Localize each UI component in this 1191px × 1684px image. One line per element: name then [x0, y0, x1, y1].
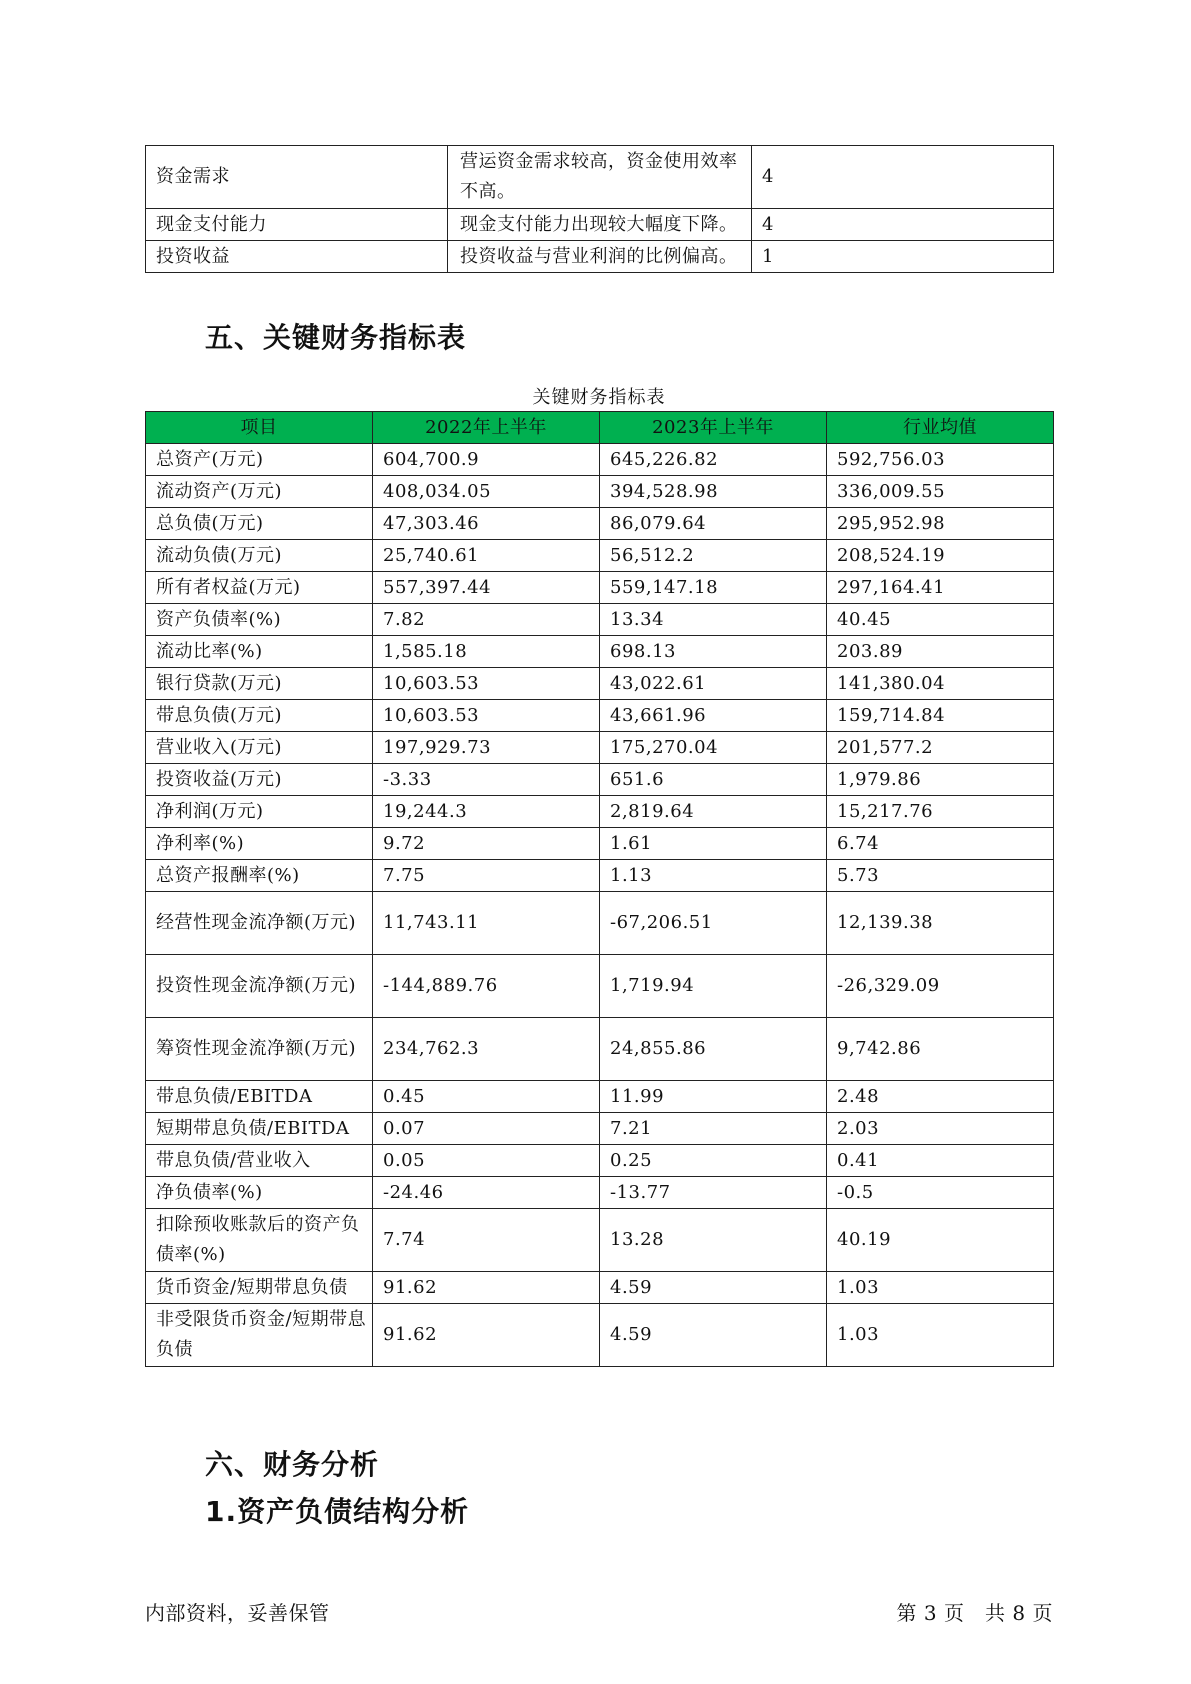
- indicator-name-cell: 筹资性现金流净额(万元): [146, 1018, 373, 1081]
- value-cell: 2,819.64: [600, 796, 827, 828]
- value-cell: 0.05: [373, 1145, 600, 1177]
- value-cell: 336,009.55: [827, 476, 1054, 508]
- table-row: [146, 1113, 1054, 1145]
- value-cell: 1.61: [600, 828, 827, 860]
- table-row: [146, 540, 1054, 572]
- indicator-name-cell: 所有者权益(万元): [146, 572, 373, 604]
- table-row: [146, 700, 1054, 732]
- risk-factor-table: [145, 145, 1054, 273]
- risk-row: [146, 146, 1054, 209]
- table-row: [146, 1304, 1054, 1367]
- value-cell: 159,714.84: [827, 700, 1054, 732]
- value-cell: 56,512.2: [600, 540, 827, 572]
- table-row: [146, 860, 1054, 892]
- value-cell: 13.34: [600, 604, 827, 636]
- indicator-name-cell: 净负债率(%): [146, 1177, 373, 1209]
- indicator-name-cell: 带息负债(万元): [146, 700, 373, 732]
- risk-desc-cell: 投资收益与营业利润的比例偏高。: [448, 241, 752, 273]
- value-cell: 1.03: [827, 1272, 1054, 1304]
- value-cell: 9.72: [373, 828, 600, 860]
- value-cell: 12,139.38: [827, 892, 1054, 955]
- value-cell: 698.13: [600, 636, 827, 668]
- value-cell: 408,034.05: [373, 476, 600, 508]
- table-row: [146, 955, 1054, 1018]
- table-row: [146, 604, 1054, 636]
- value-cell: 557,397.44: [373, 572, 600, 604]
- value-cell: 10,603.53: [373, 668, 600, 700]
- indicator-name-cell: 净利润(万元): [146, 796, 373, 828]
- risk-row: [146, 241, 1054, 273]
- indicator-name-cell: 总资产(万元): [146, 444, 373, 476]
- value-cell: 4.59: [600, 1304, 827, 1367]
- value-cell: 11,743.11: [373, 892, 600, 955]
- value-cell: -0.5: [827, 1177, 1054, 1209]
- value-cell: 0.41: [827, 1145, 1054, 1177]
- value-cell: 201,577.2: [827, 732, 1054, 764]
- value-cell: 4.59: [600, 1272, 827, 1304]
- section-six-heading: 六、财务分析: [205, 1448, 380, 1481]
- table-row: [146, 476, 1054, 508]
- value-cell: 15,217.76: [827, 796, 1054, 828]
- table-caption: 关键财务指标表: [532, 387, 666, 408]
- column-header: 2023年上半年: [600, 412, 827, 444]
- risk-score-cell: 4: [752, 209, 1054, 241]
- risk-score-cell: 1: [752, 241, 1054, 273]
- indicator-name-cell: 资产负债率(%): [146, 604, 373, 636]
- value-cell: -24.46: [373, 1177, 600, 1209]
- indicator-name-cell: 货币资金/短期带息负债: [146, 1272, 373, 1304]
- value-cell: -144,889.76: [373, 955, 600, 1018]
- value-cell: 1,719.94: [600, 955, 827, 1018]
- indicator-name-cell: 扣除预收账款后的资产负债率(%): [146, 1209, 373, 1272]
- table-row: [146, 1081, 1054, 1113]
- value-cell: -26,329.09: [827, 955, 1054, 1018]
- indicator-name-cell: 营业收入(万元): [146, 732, 373, 764]
- risk-item-cell: 投资收益: [146, 241, 448, 273]
- table-row: [146, 1272, 1054, 1304]
- indicator-name-cell: 非受限货币资金/短期带息负债: [146, 1304, 373, 1367]
- indicator-name-cell: 短期带息负债/EBITDA: [146, 1113, 373, 1145]
- value-cell: 141,380.04: [827, 668, 1054, 700]
- footer-page-number: 第 3 页 共 8 页: [896, 1601, 1053, 1625]
- value-cell: 0.45: [373, 1081, 600, 1113]
- value-cell: 9,742.86: [827, 1018, 1054, 1081]
- indicator-name-cell: 经营性现金流净额(万元): [146, 892, 373, 955]
- indicator-name-cell: 流动负债(万元): [146, 540, 373, 572]
- value-cell: 25,740.61: [373, 540, 600, 572]
- value-cell: 7.74: [373, 1209, 600, 1272]
- indicator-name-cell: 流动比率(%): [146, 636, 373, 668]
- value-cell: 394,528.98: [600, 476, 827, 508]
- footer-confidential-note: 内部资料，妥善保管: [145, 1601, 330, 1625]
- value-cell: 47,303.46: [373, 508, 600, 540]
- value-cell: 234,762.3: [373, 1018, 600, 1081]
- value-cell: 86,079.64: [600, 508, 827, 540]
- value-cell: 11.99: [600, 1081, 827, 1113]
- value-cell: 10,603.53: [373, 700, 600, 732]
- value-cell: 43,022.61: [600, 668, 827, 700]
- indicator-name-cell: 净利率(%): [146, 828, 373, 860]
- risk-item-cell: 现金支付能力: [146, 209, 448, 241]
- indicator-name-cell: 流动资产(万元): [146, 476, 373, 508]
- value-cell: 1.13: [600, 860, 827, 892]
- value-cell: 1.03: [827, 1304, 1054, 1367]
- value-cell: 7.21: [600, 1113, 827, 1145]
- value-cell: 175,270.04: [600, 732, 827, 764]
- value-cell: 13.28: [600, 1209, 827, 1272]
- table-row: [146, 1209, 1054, 1272]
- table-row: [146, 732, 1054, 764]
- value-cell: 7.75: [373, 860, 600, 892]
- value-cell: 208,524.19: [827, 540, 1054, 572]
- column-header: 行业均值: [827, 412, 1054, 444]
- value-cell: 651.6: [600, 764, 827, 796]
- value-cell: 91.62: [373, 1304, 600, 1367]
- value-cell: 40.19: [827, 1209, 1054, 1272]
- value-cell: 5.73: [827, 860, 1054, 892]
- risk-score-cell: 4: [752, 146, 1054, 209]
- value-cell: 297,164.41: [827, 572, 1054, 604]
- table-row: [146, 892, 1054, 955]
- value-cell: -67,206.51: [600, 892, 827, 955]
- risk-row: [146, 209, 1054, 241]
- indicator-name-cell: 总资产报酬率(%): [146, 860, 373, 892]
- risk-item-cell: 资金需求: [146, 146, 448, 209]
- table-header-row: [146, 412, 1054, 444]
- table-row: [146, 668, 1054, 700]
- risk-desc-cell: 营运资金需求较高，资金使用效率不高。: [448, 146, 752, 209]
- column-header: 项目: [146, 412, 373, 444]
- table-row: [146, 828, 1054, 860]
- value-cell: 1,979.86: [827, 764, 1054, 796]
- key-financial-indicators-table: [145, 411, 1054, 1367]
- value-cell: 24,855.86: [600, 1018, 827, 1081]
- value-cell: 645,226.82: [600, 444, 827, 476]
- column-header: 2022年上半年: [373, 412, 600, 444]
- value-cell: 2.48: [827, 1081, 1054, 1113]
- value-cell: -3.33: [373, 764, 600, 796]
- table-row: [146, 1177, 1054, 1209]
- table-row: [146, 572, 1054, 604]
- value-cell: 7.82: [373, 604, 600, 636]
- section-five-heading: 五、关键财务指标表: [205, 321, 467, 354]
- value-cell: 2.03: [827, 1113, 1054, 1145]
- value-cell: 0.07: [373, 1113, 600, 1145]
- value-cell: 295,952.98: [827, 508, 1054, 540]
- value-cell: 6.74: [827, 828, 1054, 860]
- indicator-name-cell: 投资性现金流净额(万元): [146, 955, 373, 1018]
- indicator-name-cell: 银行贷款(万元): [146, 668, 373, 700]
- section-six-subheading: 1.资产负债结构分析: [205, 1495, 470, 1528]
- value-cell: -13.77: [600, 1177, 827, 1209]
- table-row: [146, 1018, 1054, 1081]
- value-cell: 0.25: [600, 1145, 827, 1177]
- value-cell: 1,585.18: [373, 636, 600, 668]
- table-row: [146, 444, 1054, 476]
- value-cell: 43,661.96: [600, 700, 827, 732]
- value-cell: 203.89: [827, 636, 1054, 668]
- value-cell: 19,244.3: [373, 796, 600, 828]
- table-row: [146, 508, 1054, 540]
- table-row: [146, 636, 1054, 668]
- value-cell: 592,756.03: [827, 444, 1054, 476]
- value-cell: 197,929.73: [373, 732, 600, 764]
- table-row: [146, 796, 1054, 828]
- indicator-name-cell: 带息负债/EBITDA: [146, 1081, 373, 1113]
- value-cell: 604,700.9: [373, 444, 600, 476]
- indicator-name-cell: 总负债(万元): [146, 508, 373, 540]
- indicator-name-cell: 投资收益(万元): [146, 764, 373, 796]
- table-row: [146, 764, 1054, 796]
- indicator-name-cell: 带息负债/营业收入: [146, 1145, 373, 1177]
- risk-desc-cell: 现金支付能力出现较大幅度下降。: [448, 209, 752, 241]
- value-cell: 40.45: [827, 604, 1054, 636]
- table-row: [146, 1145, 1054, 1177]
- value-cell: 559,147.18: [600, 572, 827, 604]
- value-cell: 91.62: [373, 1272, 600, 1304]
